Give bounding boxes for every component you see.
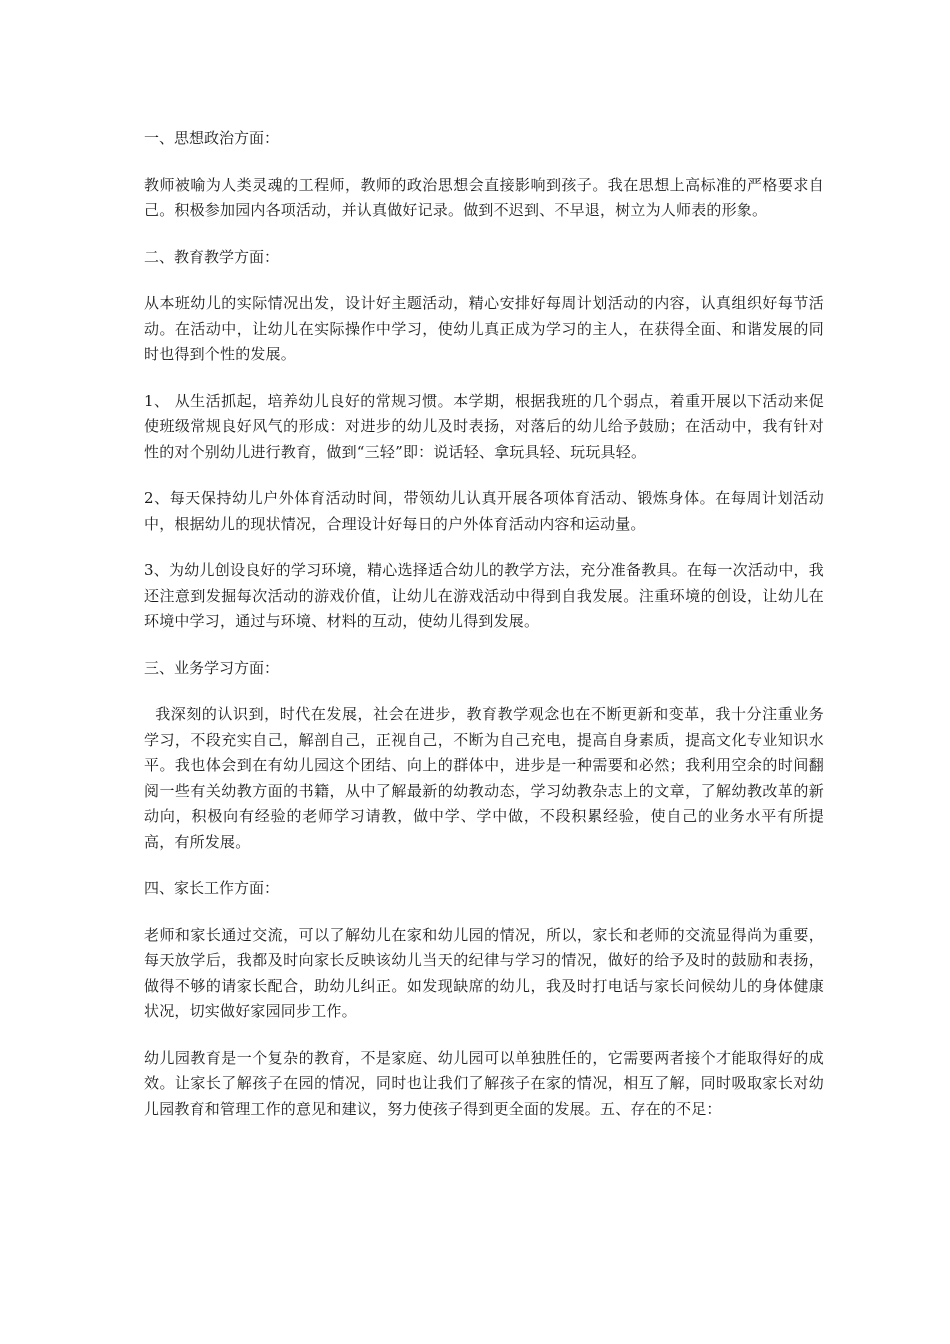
paragraph-item-1: 1、 从生活抓起，培养幼儿良好的常规习惯。本学期，根据我班的几个弱点，着重开展以下活动来促使班级常规良好风气的形成：对进步的幼儿及时表扬，对落后的幼儿给予鼓励；在活动中，我有针对性的对个别幼儿进行教育，做到“三轻”即：说话轻、拿玩具轻、玩玩具轻。 (144, 391, 824, 461)
paragraph-study: 我深刻的认识到，时代在发展，社会在进步，教育教学观念也在不断更新和变革，我十分注重业务学习，不段充实自己，解剖自己，正视自己，不断为自己充电，提高自身素质，提高文化专业知识水平。我也体会到在有幼儿园这个团结、向上的群体中，进步是一种需要和必然；我利用空余的时间翻阅一些有关幼教方面的书籍，从中了解最新的幼教动态，学习幼教杂志上的文章，了解幼教改革的新动向，积极向有经验的老师学习请教，做中学、学中做，不段积累经验，使自己的业务水平有所提高，有所发展。 (144, 705, 824, 851)
paragraph-political: 教师被喻为人类灵魂的工程师，教师的政治思想会直接影响到孩子。我在思想上高标准的严格要求自己。积极参加园内各项活动，并认真做好记录。做到不迟到、不早退，树立为人师表的形象。 (144, 175, 824, 219)
section-heading-4: 四、家长工作方面： (144, 879, 280, 897)
paragraph-kindergarten: 幼儿园教育是一个复杂的教育，不是家庭、幼儿园可以单独胜任的，它需要两者接个才能取得好的成效。让家长了解孩子在园的情况，同时也让我们了解孩子在家的情况，相互了解，同时吸取家长对幼儿园教育和管理工作的意见和建议，努力使孩子得到更全面的发展。五、存在的不足： (144, 1048, 824, 1118)
paragraph-teaching: 从本班幼儿的实际情况出发，设计好主题活动，精心安排好每周计划活动的内容，认真组织好每节活动。在活动中，让幼儿在实际操作中学习，使幼儿真正成为学习的主人，在获得全面、和谐发展的同时也得到个性的发展。 (144, 294, 824, 363)
paragraph-item-3: 3、为幼儿创设良好的学习环境，精心选择适合幼儿的教学方法，充分准备教具。在每一次活动中，我还注意到发掘每次活动的游戏价值，让幼儿在游戏活动中得到自我发展。注重环境的创设，让幼儿在环境中学习，通过与环境、材料的互动，使幼儿得到发展。 (144, 561, 824, 630)
section-heading-3: 三、业务学习方面： (144, 658, 280, 677)
document-page (144, 126, 824, 1143)
paragraph-parents: 老师和家长通过交流，可以了解幼儿在家和幼儿园的情况，所以，家长和老师的交流显得尚为重要，每天放学后，我都及时向家长反映该幼儿当天的纪律与学习的情况，做好的给予及时的鼓励和表扬，做得不够的请家长配合，助幼儿纠正。如发现缺席的幼儿，我及时打电话与家长问候幼儿的身体健康状况，切实做好家园同步工作。 (144, 925, 824, 1020)
section-heading-1: 一、思想政治方面： (144, 129, 280, 147)
paragraph-item-2: 2、每天保持幼儿户外体育活动时间，带领幼儿认真开展各项体育活动、锻炼身体。在每周计划活动中，根据幼儿的现状情况，合理设计好每日的户外体育活动内容和运动量。 (144, 489, 824, 533)
section-heading-2: 二、教育教学方面： (144, 247, 280, 266)
